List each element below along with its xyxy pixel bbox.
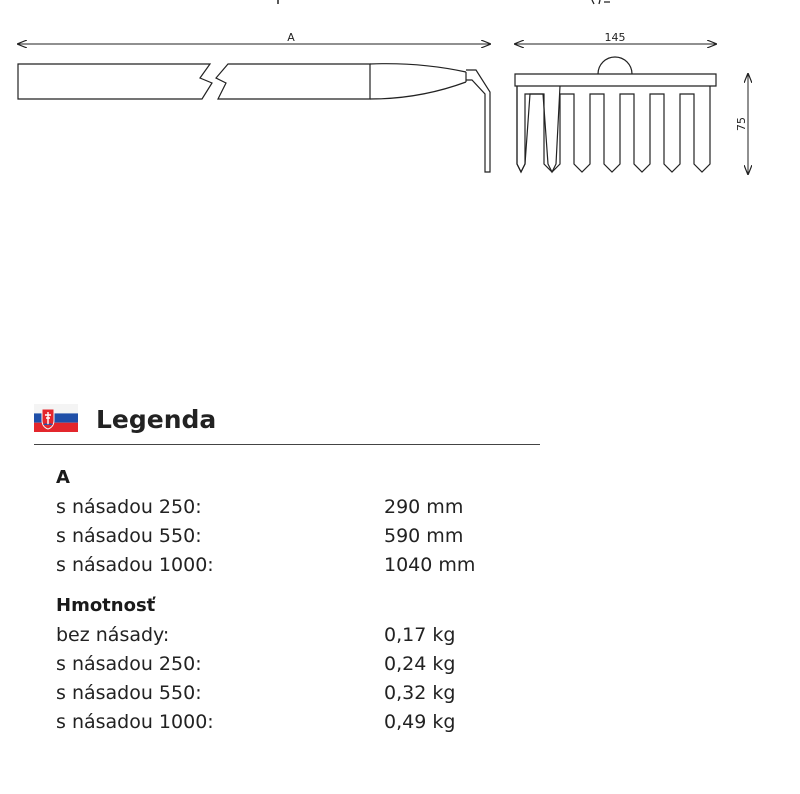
section-title: A bbox=[56, 467, 70, 488]
legend-title: Legenda bbox=[96, 405, 217, 434]
spec-value: 590 mm bbox=[384, 525, 464, 547]
spec-value: 0,24 kg bbox=[384, 653, 456, 675]
spec-row bbox=[56, 551, 536, 580]
spec-row bbox=[56, 679, 536, 708]
spec-value: 0,17 kg bbox=[384, 624, 456, 646]
spec-label: s násadou 550: bbox=[56, 682, 202, 704]
dimension-a-label: A bbox=[287, 31, 295, 44]
spec-row bbox=[56, 621, 536, 650]
section-weight bbox=[56, 591, 536, 737]
spec-label: bez násady: bbox=[56, 624, 170, 646]
spec-value: 0,49 kg bbox=[384, 711, 456, 733]
spec-row bbox=[56, 493, 536, 522]
dimension-width-label: 145 bbox=[604, 31, 626, 44]
legend-header bbox=[34, 398, 540, 445]
spec-row bbox=[56, 522, 536, 551]
spec-value: 0,32 kg bbox=[384, 682, 456, 704]
spec-row bbox=[56, 708, 536, 737]
slovakia-flag-icon bbox=[34, 404, 78, 432]
spec-label: s násadou 250: bbox=[56, 653, 202, 675]
spec-row bbox=[56, 650, 536, 679]
section-title: Hmotnosť bbox=[56, 595, 156, 616]
rake-drawing-svg bbox=[0, 0, 800, 200]
dimension-a bbox=[18, 31, 490, 44]
cropped-mark-right bbox=[592, 0, 610, 4]
spec-value: 1040 mm bbox=[384, 554, 476, 576]
section-a bbox=[56, 463, 536, 580]
spec-value: 290 mm bbox=[384, 496, 464, 518]
spec-label: s násadou 250: bbox=[56, 496, 202, 518]
rake-front-view bbox=[515, 57, 716, 172]
spec-label: s násadou 550: bbox=[56, 525, 202, 547]
technical-drawing bbox=[0, 0, 800, 200]
rake-side-view bbox=[18, 64, 490, 172]
dimension-height bbox=[735, 74, 748, 174]
spec-label: s násadou 1000: bbox=[56, 554, 214, 576]
dimension-width bbox=[515, 31, 716, 44]
dimension-height-label: 75 bbox=[735, 117, 748, 131]
spec-label: s násadou 1000: bbox=[56, 711, 214, 733]
